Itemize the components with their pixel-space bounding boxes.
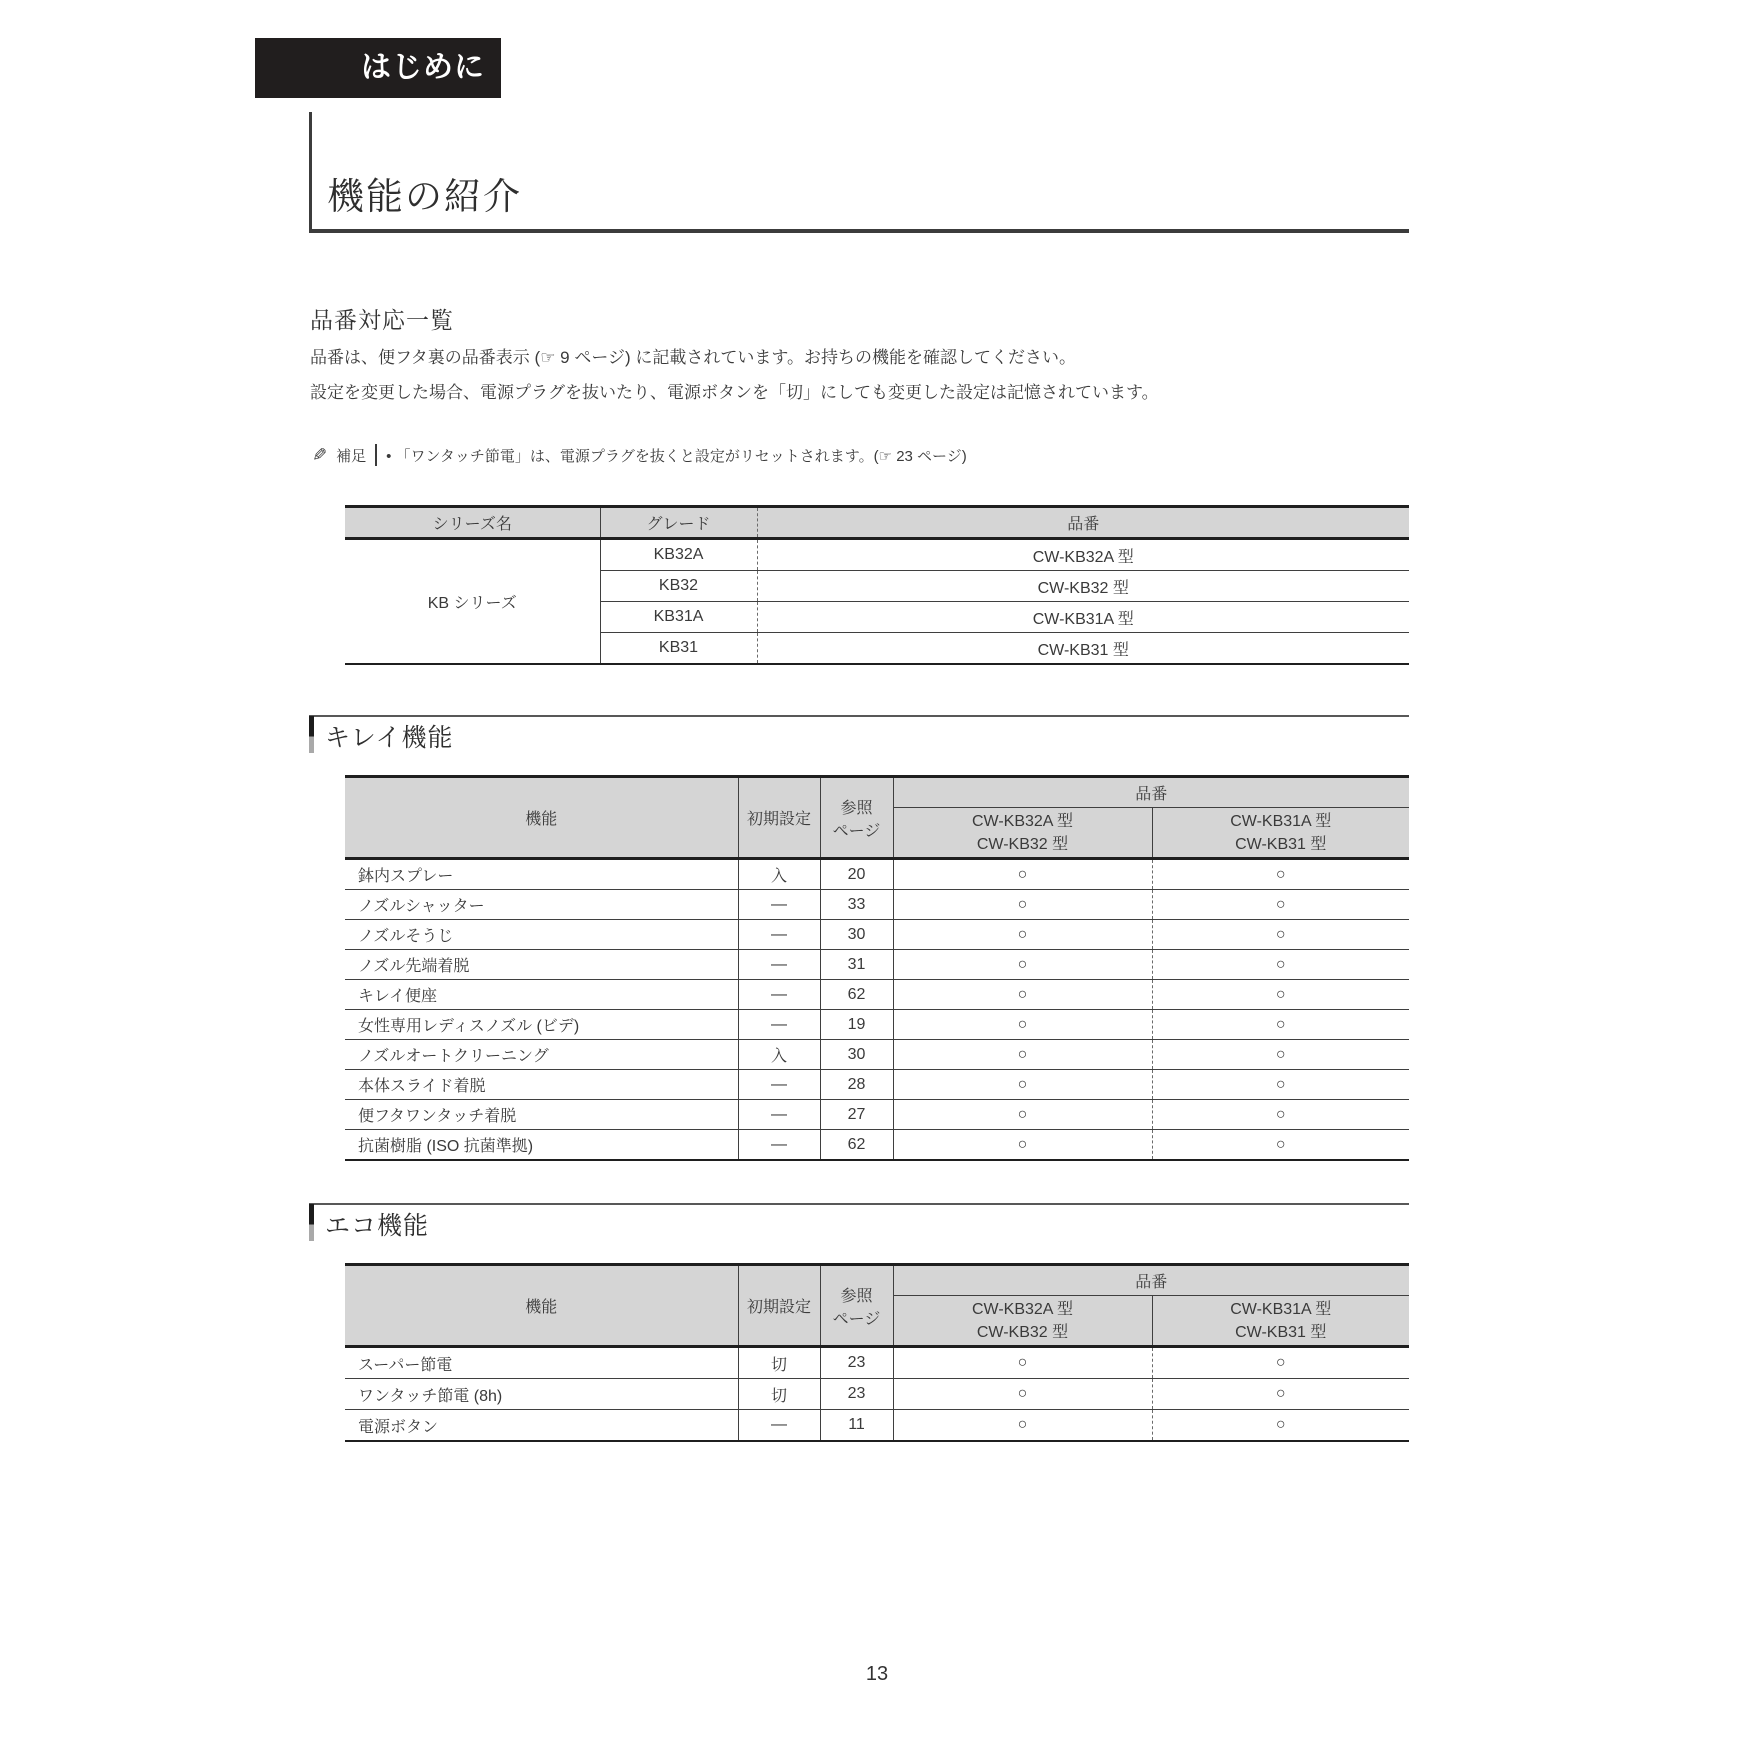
lead-line-2: 設定を変更した場合、電源プラグを抜いたり、電源ボタンを「切」にしても変更した設定は記憶されています。: [310, 383, 1159, 402]
ref-page: 30: [820, 1040, 893, 1070]
table-row: [345, 1379, 1409, 1410]
col-header-function: 機能: [345, 1265, 738, 1347]
default-setting: —: [738, 1130, 820, 1161]
support-mark-b: ○: [1152, 859, 1409, 890]
default-setting: —: [738, 1010, 820, 1040]
support-mark-b: ○: [1152, 1347, 1409, 1379]
default-setting: —: [738, 1070, 820, 1100]
grade-cell: KB32A: [600, 539, 757, 571]
table-row: [345, 1040, 1409, 1070]
ref-page: 33: [820, 890, 893, 920]
default-setting: 入: [738, 859, 820, 890]
col-header-page: [820, 777, 893, 859]
support-mark-a: ○: [893, 1010, 1152, 1040]
table-row: [345, 1130, 1409, 1161]
ref-page: 23: [820, 1379, 893, 1410]
table-row: [345, 1410, 1409, 1442]
default-setting: —: [738, 920, 820, 950]
col-header-default: 初期設定: [738, 1265, 820, 1347]
kirei-feature-table: [345, 775, 1409, 1161]
model-cell: CW-KB31 型: [757, 633, 1409, 665]
section-heading-eco: エコ機能: [325, 1212, 430, 1240]
ref-page: 62: [820, 980, 893, 1010]
model-a-line1: CW-KB32A 型: [971, 812, 1074, 830]
support-mark-a: ○: [893, 1040, 1152, 1070]
feature-name: 抗菌樹脂 (ISO 抗菌準拠): [345, 1130, 738, 1161]
col-header-page-line1: 参照: [840, 799, 873, 817]
support-mark-b: ○: [1152, 1070, 1409, 1100]
ref-page: 27: [820, 1100, 893, 1130]
feature-name: ノズルそうじ: [345, 920, 738, 950]
default-setting: 入: [738, 1040, 820, 1070]
support-mark-a: ○: [893, 920, 1152, 950]
col-header-page-line1: 参照: [840, 1287, 873, 1305]
support-mark-b: ○: [1152, 1100, 1409, 1130]
table-row: [345, 1070, 1409, 1100]
pencil-icon: ✎: [312, 445, 328, 465]
col-header-page-line2: ページ: [832, 1310, 881, 1328]
eco-feature-table: [345, 1263, 1409, 1442]
col-header-page-line2: ページ: [832, 822, 881, 840]
table-row: [345, 890, 1409, 920]
col-header-series-group: 品番: [893, 1265, 1409, 1296]
col-header-grade: グレード: [600, 507, 757, 539]
section-rule-eco: [309, 1203, 1409, 1205]
note-divider: [375, 444, 377, 466]
model-cell: CW-KB32A 型: [757, 539, 1409, 571]
col-header-model-a: [893, 1296, 1152, 1347]
ref-page: 30: [820, 920, 893, 950]
title-accent-vline: [309, 112, 312, 233]
ref-page: 31: [820, 950, 893, 980]
model-b-line1: CW-KB31A 型: [1230, 812, 1332, 830]
col-header-function: 機能: [345, 777, 738, 859]
support-mark-b: ○: [1152, 1010, 1409, 1040]
model-b-line2: CW-KB31 型: [1235, 1323, 1327, 1341]
table-row: [345, 1010, 1409, 1040]
note-text: • 「ワンタッチ節電」は、電源プラグを抜くと設定がリセットされます。(☞ 23 ページ): [386, 447, 967, 465]
feature-name: キレイ便座: [345, 980, 738, 1010]
default-setting: 切: [738, 1347, 820, 1379]
support-mark-a: ○: [893, 1100, 1152, 1130]
note-label: 補足: [336, 447, 367, 465]
support-mark-a: ○: [893, 1070, 1152, 1100]
col-header-series-name: シリーズ名: [345, 507, 600, 539]
lead-line-1: 品番は、便フタ裏の品番表示 (☞ 9 ページ) に記載されています。お持ちの機能を確認してください。: [310, 348, 1077, 367]
feature-name: スーパー節電: [358, 1356, 453, 1374]
ref-page: 20: [820, 859, 893, 890]
ref-page: 11: [820, 1410, 893, 1442]
default-setting: 切: [738, 1379, 820, 1410]
default-setting: —: [738, 1100, 820, 1130]
chapter-tab-label: はじめに: [361, 51, 485, 84]
table-row: [345, 1100, 1409, 1130]
feature-name: ワンタッチ節電 (8h): [345, 1379, 738, 1410]
grade-cell: KB32: [600, 571, 757, 602]
feature-name: ノズルオートクリーニング: [345, 1040, 738, 1070]
feature-name: 電源ボタン: [345, 1410, 738, 1442]
default-setting: —: [738, 980, 820, 1010]
support-mark-b: ○: [1152, 890, 1409, 920]
table-row: [345, 1347, 1409, 1379]
chapter-tab: [255, 38, 501, 98]
grade-cell: KB31A: [600, 602, 757, 633]
table-row: [345, 920, 1409, 950]
col-header-default: 初期設定: [738, 777, 820, 859]
model-a-line1: CW-KB32A 型: [971, 1300, 1074, 1318]
col-header-model-b: [1152, 808, 1409, 859]
support-mark-a: ○: [893, 890, 1152, 920]
series-table-header-row: [345, 507, 1409, 539]
table-row: [345, 950, 1409, 980]
feature-header-row-1: [345, 1265, 1409, 1296]
page-title: 機能の紹介: [327, 176, 522, 217]
support-mark-b: ○: [1152, 1379, 1409, 1410]
supplement-note: [312, 444, 967, 466]
feature-name: ノズル先端着脱: [345, 950, 738, 980]
table-row: [345, 539, 1409, 571]
model-b-line2: CW-KB31 型: [1235, 835, 1327, 853]
feature-name: 便フタワンタッチ着脱: [345, 1100, 738, 1130]
col-header-page: [820, 1265, 893, 1347]
section-heading-kirei: キレイ機能: [325, 724, 454, 752]
model-a-line2: CW-KB32 型: [976, 835, 1069, 853]
page-number: 13: [865, 1663, 889, 1685]
col-header-series-group: 品番: [893, 777, 1409, 808]
feature-name: 女性専用レディスノズル (ビデ): [345, 1010, 738, 1040]
feature-name: 本体スライド着脱: [345, 1070, 738, 1100]
section-rule-kirei: [309, 715, 1409, 717]
support-mark-a: ○: [893, 980, 1152, 1010]
model-a-line2: CW-KB32 型: [976, 1323, 1069, 1341]
support-mark-a: ○: [893, 859, 1152, 890]
support-mark-b: ○: [1152, 920, 1409, 950]
ref-page: 23: [820, 1347, 893, 1379]
support-mark-b: ○: [1152, 980, 1409, 1010]
section-bar-eco: [309, 1204, 314, 1241]
col-header-model: 品番: [757, 507, 1409, 539]
col-header-model-a: [893, 808, 1152, 859]
grade-cell: KB31: [600, 633, 757, 665]
support-mark-a: ○: [893, 1347, 1152, 1379]
model-cell: CW-KB31A 型: [757, 602, 1409, 633]
col-header-model-b: [1152, 1296, 1409, 1347]
feature-header-row-1: [345, 777, 1409, 808]
support-mark-a: ○: [893, 1379, 1152, 1410]
series-model-table: [345, 505, 1409, 665]
default-setting: —: [738, 890, 820, 920]
feature-name: ノズルシャッター: [345, 890, 738, 920]
feature-name: 鉢内スプレー: [358, 868, 454, 885]
support-mark-a: ○: [893, 1130, 1152, 1161]
model-b-line1: CW-KB31A 型: [1230, 1300, 1332, 1318]
table-row: [345, 859, 1409, 890]
ref-page: 28: [820, 1070, 893, 1100]
default-setting: —: [738, 950, 820, 980]
model-cell: CW-KB32 型: [757, 571, 1409, 602]
lead-paragraph: [310, 340, 1159, 410]
lead-heading: 品番対応一覧: [310, 307, 454, 333]
table-row: [345, 980, 1409, 1010]
support-mark-a: ○: [893, 950, 1152, 980]
ref-page: 19: [820, 1010, 893, 1040]
support-mark-b: ○: [1152, 950, 1409, 980]
series-name-cell: KB シリーズ: [427, 595, 517, 612]
default-setting: —: [738, 1410, 820, 1442]
support-mark-a: ○: [893, 1410, 1152, 1442]
support-mark-b: ○: [1152, 1130, 1409, 1161]
section-bar-kirei: [309, 716, 314, 753]
ref-page: 62: [820, 1130, 893, 1161]
title-underline: [309, 229, 1409, 233]
support-mark-b: ○: [1152, 1410, 1409, 1442]
support-mark-b: ○: [1152, 1040, 1409, 1070]
